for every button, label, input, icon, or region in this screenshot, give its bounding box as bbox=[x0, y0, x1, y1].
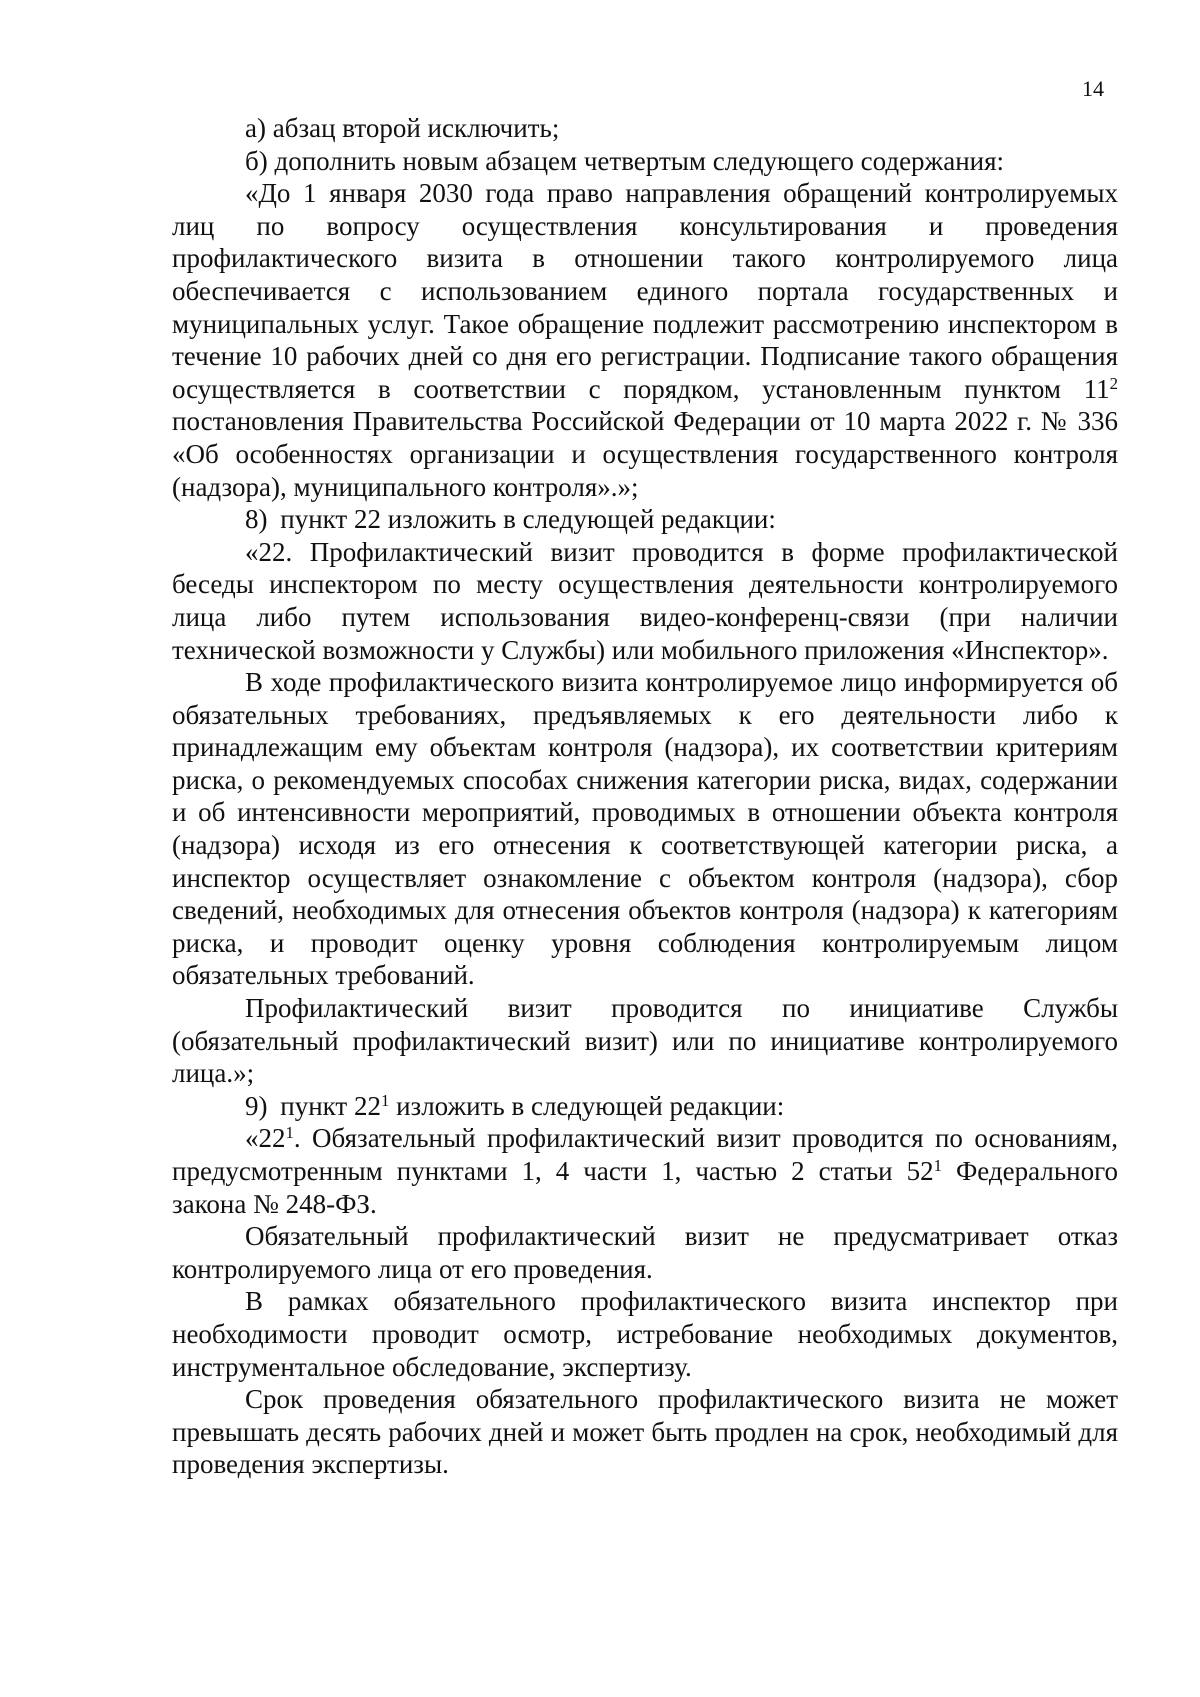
superscript: 1 bbox=[285, 1123, 294, 1143]
paragraph-text: В ходе профилактического визита контролируемое лицо информируется об обязательных требованиях, предъявляемых к его деятельности либо к принадлежащим ему объектам контроля (надзора), их соответствии критериям риска, о рекомендуемых способах снижения категории риска, видах, содержании и об интенсивности мероприятий, проводимых в отношении объекта контроля (надзора) исходя из его отнесения к соответствующей категории риска, а инспектор осуществляет ознакомление с объектом контроля (надзора), сбор сведений, необходимых для отнесения объектов контроля (надзора) к категориям риска, и проводит оценку уровня соблюдения контролируемым лицом обязательных требований. bbox=[172, 667, 1118, 991]
paragraph-text: Срок проведения обязательного профилактического визита не может превышать десять рабочих дней и может быть продлен на срок, необходимый для проведения экспертизы. bbox=[172, 1384, 1118, 1480]
paragraph-inspection-actions bbox=[172, 1285, 1118, 1383]
quoted-paragraph-22 bbox=[172, 536, 1118, 666]
superscript: 1 bbox=[933, 1155, 942, 1175]
paragraph-duration bbox=[172, 1383, 1118, 1481]
paragraph-text: «22 bbox=[245, 1123, 286, 1154]
paragraph-text: Профилактический визит проводится по инициативе Службы (обязательный профилактический визит) или по инициативе контролируемого лица.»; bbox=[172, 993, 1118, 1089]
paragraph-text: «22. Профилактический визит проводится в форме профилактической беседы инспектором по месту осуществления деятельности контролируемого лица либо путем использования видео-конференц-связи (при наличии технической возможности у Службы) или мобильного приложения «Инспектор». bbox=[172, 536, 1118, 665]
superscript: 2 bbox=[1109, 373, 1118, 393]
paragraph-text: изложить в следующей редакции: bbox=[389, 1090, 785, 1121]
paragraph-no-refusal bbox=[172, 1220, 1118, 1285]
paragraph-text: Обязательный профилактический визит не предусматривает отказ контролируемого лица от его проведения. bbox=[172, 1221, 1118, 1284]
superscript: 1 bbox=[380, 1090, 390, 1110]
document-body bbox=[172, 112, 1118, 1481]
paragraph-text: б) дополнить новым абзацем четвертым следующего содержания: bbox=[245, 145, 1005, 176]
paragraph-text: постановления Правительства Российской Федерации от 10 марта 2022 г. № 336 «Об особенностях организации и осуществления государственного контроля (надзора), муниципального контроля».»; bbox=[172, 406, 1118, 502]
paragraph-text: «До 1 января 2030 года право направления обращений контролируемых лиц по вопросу осуществления консультирования и проведения профилактического визита в отношении такого контролируемого лица обеспечивается с использованием единого портала государственных и муниципальных услуг. Такое обращение подлежит рассмотрению инспектором в течение 10 рабочих дней со дня его регистрации. Подписание такого обращения осуществляется в соответствии с порядком, установленным пунктом 11 bbox=[172, 178, 1118, 404]
paragraph-text: . Обязательный профилактический визит проводится по основаниям, предусмотренным пунктами 1, 4 части 1, частью 2 статьи 52 bbox=[172, 1123, 1118, 1186]
quoted-paragraph-portal bbox=[172, 177, 1118, 503]
paragraph-text: В рамках обязательного профилактического визита инспектор при необходимости проводит осмотр, истребование необходимых документов, инструментальное обследование, экспертизу. bbox=[172, 1286, 1118, 1382]
paragraph-item-9 bbox=[172, 1090, 1118, 1123]
paragraph-text: Федерального закона № 248-ФЗ. bbox=[172, 1156, 1118, 1219]
paragraph-visit-content bbox=[172, 666, 1118, 992]
paragraph-text: а) абзац второй исключить; bbox=[245, 113, 560, 143]
page-number: 14 bbox=[1082, 76, 1104, 101]
item-number: 8) bbox=[245, 504, 268, 535]
paragraph-item-8 bbox=[172, 503, 1118, 536]
paragraph-item-b bbox=[172, 145, 1118, 178]
paragraph-text: пункт 22 bbox=[280, 1090, 381, 1121]
item-number: 9) bbox=[245, 1090, 268, 1121]
paragraph-item-a bbox=[172, 112, 1118, 145]
quoted-paragraph-22-1 bbox=[172, 1122, 1118, 1220]
paragraph-visit-initiative bbox=[172, 992, 1118, 1090]
paragraph-text: пункт 22 изложить в следующей редакции: bbox=[280, 504, 776, 535]
